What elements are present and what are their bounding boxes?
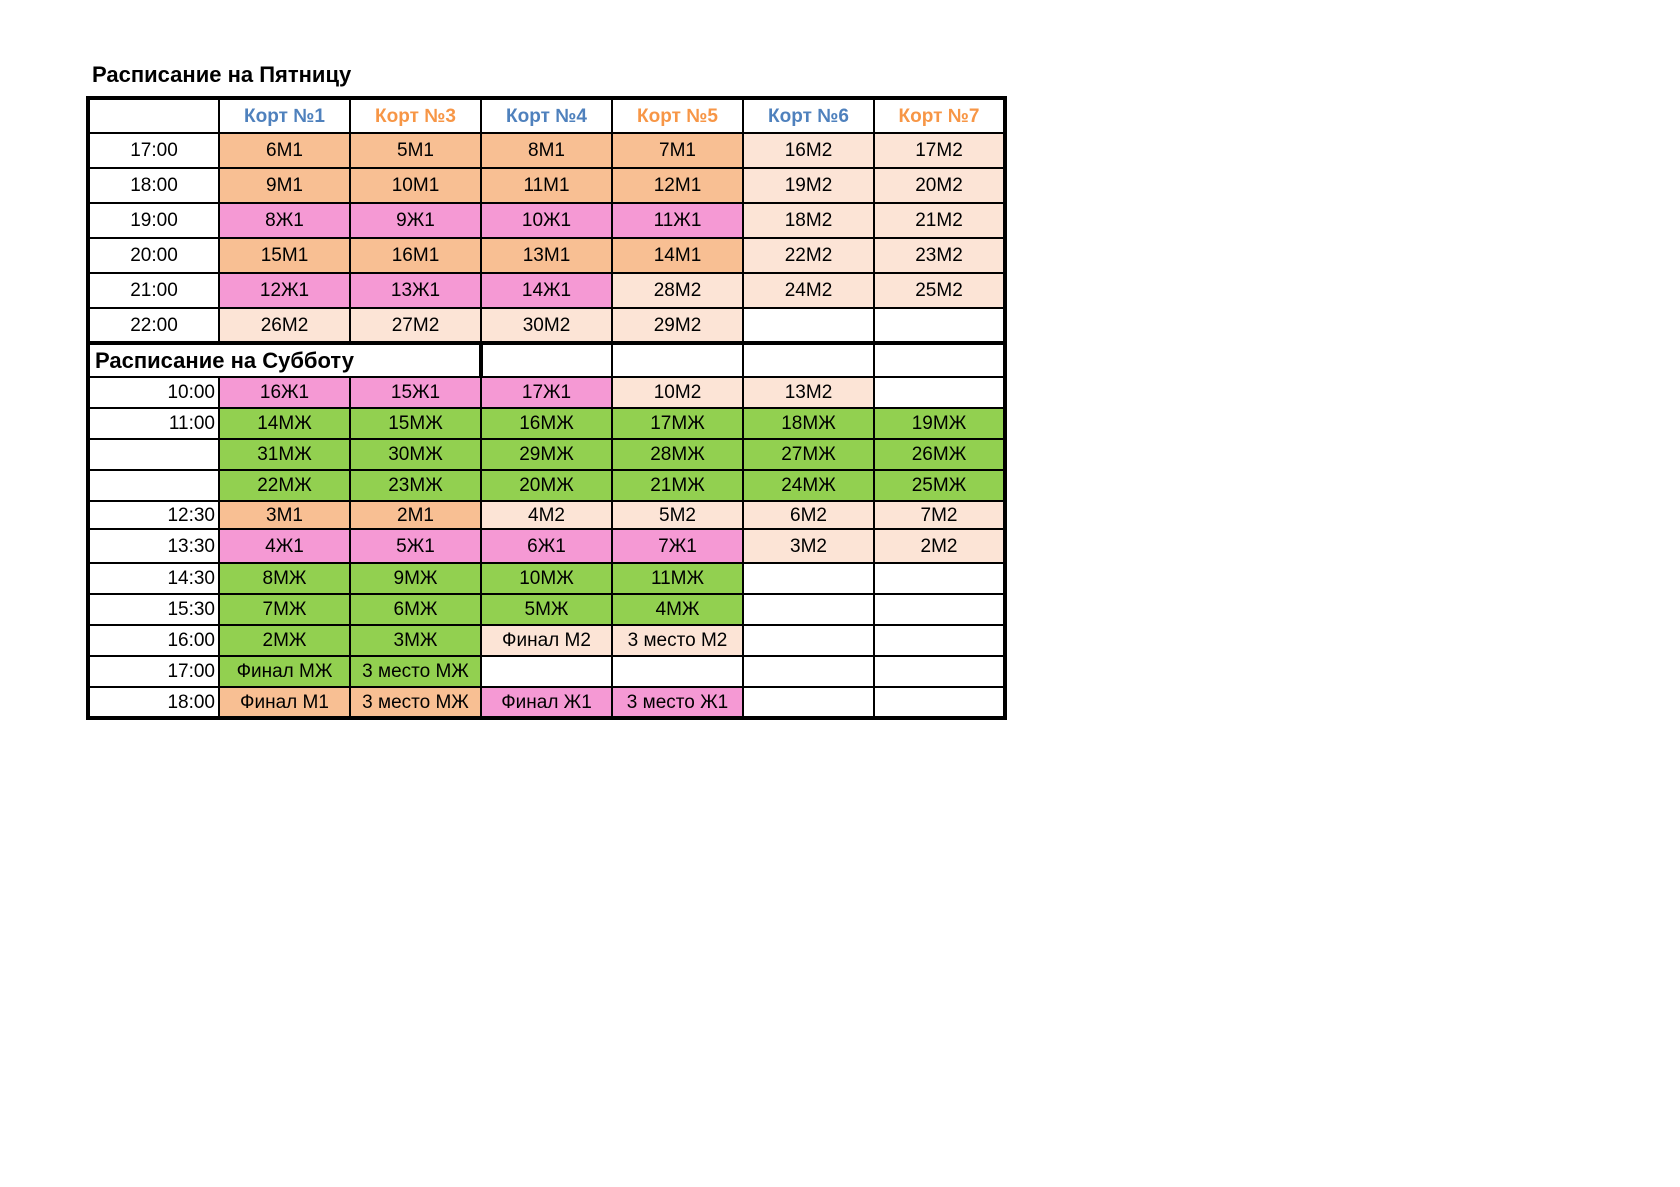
match-cell: 3 место МЖ — [350, 687, 481, 718]
time-cell: 17:00 — [88, 656, 219, 687]
match-cell — [874, 687, 1005, 718]
match-cell: 8Ж1 — [219, 203, 350, 238]
friday-row — [88, 273, 1005, 308]
match-cell: 9МЖ — [350, 563, 481, 594]
match-cell: 3М1 — [219, 501, 350, 529]
saturday-row — [88, 687, 1005, 718]
match-cell: 2МЖ — [219, 625, 350, 656]
time-cell — [88, 439, 219, 470]
match-cell: 15МЖ — [350, 408, 481, 439]
match-cell: 16М2 — [743, 133, 874, 168]
court-header-2: Корт №3 — [350, 98, 481, 133]
match-cell — [874, 563, 1005, 594]
match-cell: 14МЖ — [219, 408, 350, 439]
saturday-title-row — [88, 343, 1005, 377]
match-cell: 19МЖ — [874, 408, 1005, 439]
match-cell: 6М2 — [743, 501, 874, 529]
match-cell: 14М1 — [612, 238, 743, 273]
match-cell: 22МЖ — [219, 470, 350, 501]
match-cell — [612, 656, 743, 687]
match-cell: 29М2 — [612, 308, 743, 343]
match-cell: 9М1 — [219, 168, 350, 203]
match-cell: 17Ж1 — [481, 377, 612, 408]
match-cell: 27М2 — [350, 308, 481, 343]
time-cell: 22:00 — [88, 308, 219, 343]
match-cell: 28МЖ — [612, 439, 743, 470]
empty-cell — [481, 343, 612, 377]
time-cell: 18:00 — [88, 687, 219, 718]
match-cell: 15М1 — [219, 238, 350, 273]
match-cell: 7М2 — [874, 501, 1005, 529]
match-cell: 30МЖ — [350, 439, 481, 470]
match-cell: 3 место М2 — [612, 625, 743, 656]
empty-cell — [743, 343, 874, 377]
time-cell: 19:00 — [88, 203, 219, 238]
match-cell: 30М2 — [481, 308, 612, 343]
match-cell: 7МЖ — [219, 594, 350, 625]
saturday-row — [88, 470, 1005, 501]
time-cell — [88, 470, 219, 501]
match-cell: 4МЖ — [612, 594, 743, 625]
match-cell: 10Ж1 — [481, 203, 612, 238]
match-cell: 8МЖ — [219, 563, 350, 594]
time-cell: 20:00 — [88, 238, 219, 273]
schedule-body — [88, 98, 1005, 718]
schedule-table — [86, 96, 1007, 720]
match-cell: 17МЖ — [612, 408, 743, 439]
match-cell — [743, 308, 874, 343]
time-cell: 17:00 — [88, 133, 219, 168]
time-cell: 15:30 — [88, 594, 219, 625]
match-cell: 4М2 — [481, 501, 612, 529]
match-cell: 16М1 — [350, 238, 481, 273]
header-corner-cell — [88, 98, 219, 133]
match-cell: 17М2 — [874, 133, 1005, 168]
match-cell: 19М2 — [743, 168, 874, 203]
match-cell: Финал Ж1 — [481, 687, 612, 718]
match-cell: 15Ж1 — [350, 377, 481, 408]
match-cell: Финал М2 — [481, 625, 612, 656]
match-cell: 16Ж1 — [219, 377, 350, 408]
match-cell: 3МЖ — [350, 625, 481, 656]
court-header-1: Корт №1 — [219, 98, 350, 133]
match-cell: 13М2 — [743, 377, 874, 408]
match-cell: 3М2 — [743, 529, 874, 563]
match-cell — [743, 656, 874, 687]
match-cell: 5Ж1 — [350, 529, 481, 563]
match-cell: 11МЖ — [612, 563, 743, 594]
friday-row — [88, 238, 1005, 273]
match-cell — [874, 656, 1005, 687]
match-cell: 6МЖ — [350, 594, 481, 625]
match-cell: 7М1 — [612, 133, 743, 168]
time-cell: 16:00 — [88, 625, 219, 656]
match-cell: 7Ж1 — [612, 529, 743, 563]
match-cell: 26М2 — [219, 308, 350, 343]
match-cell: 22М2 — [743, 238, 874, 273]
match-cell: 2М2 — [874, 529, 1005, 563]
match-cell — [874, 625, 1005, 656]
friday-row — [88, 133, 1005, 168]
match-cell: 29МЖ — [481, 439, 612, 470]
saturday-row — [88, 439, 1005, 470]
saturday-row — [88, 377, 1005, 408]
saturday-schedule-title: Расписание на Субботу — [88, 343, 481, 377]
time-cell: 13:30 — [88, 529, 219, 563]
time-cell: 11:00 — [88, 408, 219, 439]
match-cell: 24М2 — [743, 273, 874, 308]
match-cell: 10М2 — [612, 377, 743, 408]
match-cell: 31МЖ — [219, 439, 350, 470]
saturday-row — [88, 563, 1005, 594]
friday-row — [88, 168, 1005, 203]
court-header-6: Корт №7 — [874, 98, 1005, 133]
time-cell: 21:00 — [88, 273, 219, 308]
saturday-row — [88, 594, 1005, 625]
court-header-3: Корт №4 — [481, 98, 612, 133]
match-cell — [743, 687, 874, 718]
time-cell: 12:30 — [88, 501, 219, 529]
match-cell: 8М1 — [481, 133, 612, 168]
match-cell: 21МЖ — [612, 470, 743, 501]
match-cell — [743, 625, 874, 656]
match-cell: 23МЖ — [350, 470, 481, 501]
match-cell: 5М2 — [612, 501, 743, 529]
match-cell: 6М1 — [219, 133, 350, 168]
match-cell — [874, 377, 1005, 408]
time-cell: 14:30 — [88, 563, 219, 594]
match-cell: 4Ж1 — [219, 529, 350, 563]
court-header-4: Корт №5 — [612, 98, 743, 133]
saturday-row — [88, 408, 1005, 439]
match-cell: 6Ж1 — [481, 529, 612, 563]
match-cell: 3 место Ж1 — [612, 687, 743, 718]
court-header-row — [88, 98, 1005, 133]
match-cell: 28М2 — [612, 273, 743, 308]
match-cell: 12Ж1 — [219, 273, 350, 308]
match-cell: 16МЖ — [481, 408, 612, 439]
saturday-row — [88, 501, 1005, 529]
match-cell: Финал М1 — [219, 687, 350, 718]
saturday-row — [88, 656, 1005, 687]
match-cell — [743, 594, 874, 625]
match-cell — [874, 594, 1005, 625]
match-cell: 9Ж1 — [350, 203, 481, 238]
match-cell: Финал МЖ — [219, 656, 350, 687]
match-cell: 21М2 — [874, 203, 1005, 238]
friday-row — [88, 203, 1005, 238]
saturday-row — [88, 625, 1005, 656]
match-cell: 25МЖ — [874, 470, 1005, 501]
time-cell: 10:00 — [88, 377, 219, 408]
saturday-row — [88, 529, 1005, 563]
match-cell: 13Ж1 — [350, 273, 481, 308]
match-cell: 10МЖ — [481, 563, 612, 594]
match-cell: 13М1 — [481, 238, 612, 273]
match-cell — [481, 656, 612, 687]
match-cell: 23М2 — [874, 238, 1005, 273]
match-cell: 11М1 — [481, 168, 612, 203]
empty-cell — [612, 343, 743, 377]
match-cell: 20МЖ — [481, 470, 612, 501]
match-cell: 27МЖ — [743, 439, 874, 470]
match-cell: 18М2 — [743, 203, 874, 238]
match-cell: 2М1 — [350, 501, 481, 529]
match-cell: 20М2 — [874, 168, 1005, 203]
friday-schedule-title: Расписание на Пятницу — [92, 62, 352, 87]
match-cell: 24МЖ — [743, 470, 874, 501]
match-cell: 5М1 — [350, 133, 481, 168]
empty-cell — [874, 343, 1005, 377]
match-cell: 11Ж1 — [612, 203, 743, 238]
match-cell: 18МЖ — [743, 408, 874, 439]
match-cell: 10М1 — [350, 168, 481, 203]
match-cell: 12М1 — [612, 168, 743, 203]
time-cell: 18:00 — [88, 168, 219, 203]
match-cell — [874, 308, 1005, 343]
match-cell: 14Ж1 — [481, 273, 612, 308]
match-cell: 3 место МЖ — [350, 656, 481, 687]
court-header-5: Корт №6 — [743, 98, 874, 133]
match-cell: 5МЖ — [481, 594, 612, 625]
match-cell — [743, 563, 874, 594]
match-cell: 26МЖ — [874, 439, 1005, 470]
match-cell: 25М2 — [874, 273, 1005, 308]
friday-row — [88, 308, 1005, 343]
